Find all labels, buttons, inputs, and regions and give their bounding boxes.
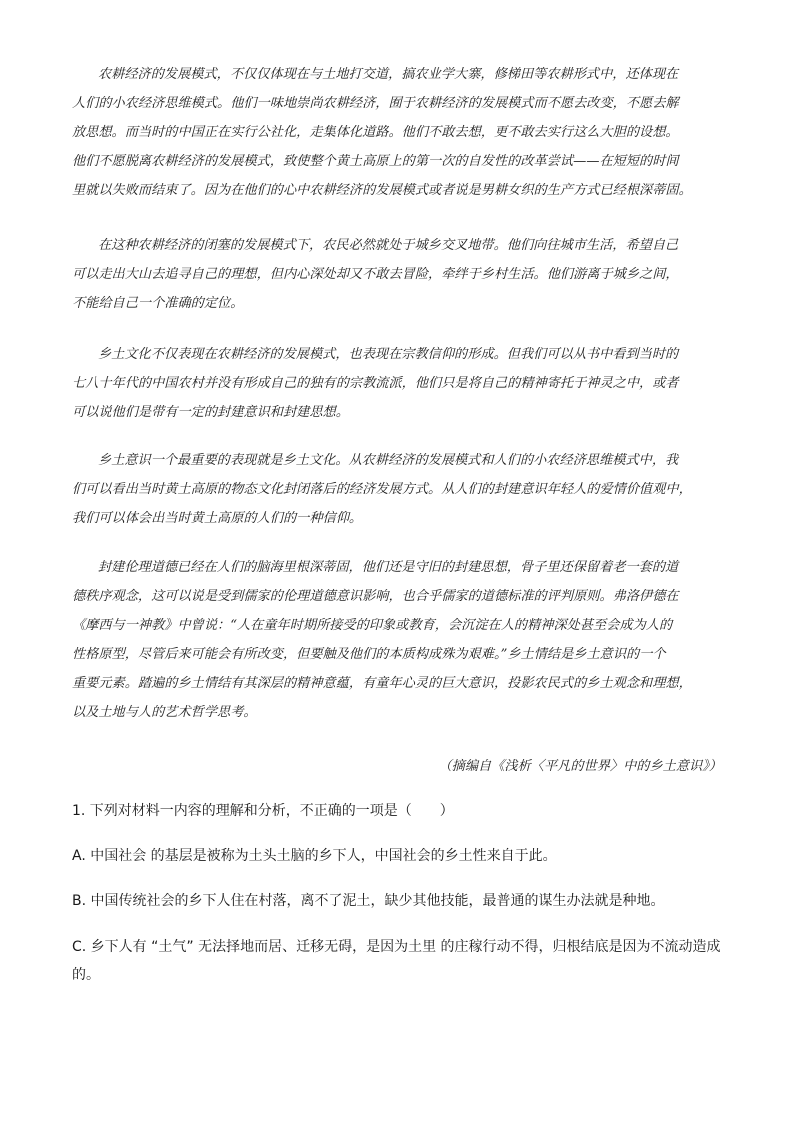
text-line: 可以走出大山去追寻自己的理想，但内心深处却又不敢去冒险，牵绊于乡村生活。他们游离于城乡之间，: [72, 267, 679, 282]
text-line: 可以说他们是带有一定的封建意识和封建思想。: [72, 405, 349, 420]
text-line: 在这种农耕经济的闭塞的发展模式下，农民必然就处于城乡交叉地带。他们向往城市生活，希望自己: [98, 238, 679, 253]
source-citation: （摘编自《浅析〈平凡的世界〉中的乡土意识》）: [438, 759, 722, 774]
text-line: 德秩序观念，这可以说是受到儒家的伦理道德意识影响，也合乎儒家的道德标准的评判原则。弗洛伊德在: [72, 589, 679, 604]
option-a[interactable]: [72, 842, 728, 870]
text-line: 封建伦理道德已经在人们的脑海里根深蒂固，他们还是守旧的封建思想，骨子里还保留着老一套的道: [98, 560, 679, 575]
text-line: 人们的小农经济思维模式。他们一味地崇尚农耕经济，囿于农耕经济的发展模式而不愿去改变，不愿去解: [72, 96, 679, 111]
option-text: 的。: [72, 967, 100, 983]
text-line: 性格原型，尽管后来可能会有所改变，但要触及他们的本质构成殊为艰难。”乡土情结是乡土意识的一个: [72, 647, 666, 662]
question-text: 1. 下列对材料一内容的理解和分析，不正确的一项是（ ）: [72, 803, 454, 819]
text-line: 乡土意识一个最重要的表现就是乡土文化。从农耕经济的发展模式和人们的小农经济思维模式中，我: [98, 453, 679, 468]
paragraph-4: [72, 446, 722, 533]
paragraph-1: [72, 60, 722, 205]
option-text: B. 中国传统社会的乡下人住在村落，离不了泥土，缺少其他技能，最普通的谋生办法就是种地。: [72, 893, 665, 909]
paragraph-3: [72, 340, 722, 427]
paragraph-2: [72, 231, 722, 318]
text-line: 不能给自己一个准确的定位。: [72, 296, 244, 311]
text-line: 里就以失败而结束了。因为在他们的心中农耕经济的发展模式或者说是男耕女织的生产方式已经根深蒂固。: [72, 183, 692, 198]
option-c[interactable]: [72, 933, 728, 989]
text-line: 农耕经济的发展模式，不仅仅体现在与土地打交道，搞农业学大寨，修梯田等农耕形式中，还体现在: [98, 67, 679, 82]
option-b[interactable]: [72, 887, 728, 915]
text-line: 七八十年代的中国农村并没有形成自己的独有的宗教流派，他们只是将自己的精神寄托于神灵之中，或者: [72, 376, 679, 391]
paragraph-5: [72, 553, 722, 727]
text-line: 重要元素。踏遍的乡土情结有其深层的精神意蕴，有童年心灵的巨大意识，投影农民式的乡土观念和理想，: [72, 676, 692, 691]
text-line: 我们可以体会出当时黄土高原的人们的一种信仰。: [72, 511, 363, 526]
text-line: 以及土地与人的艺术哲学思考。: [72, 705, 257, 720]
text-line: 乡土文化不仅表现在农耕经济的发展模式，也表现在宗教信仰的形成。但我们可以从书中看到当时的: [98, 347, 679, 362]
question-stem: [72, 797, 728, 825]
option-text: C. 乡下人有 “土气” 无法择地而居、迁移无碍，是因为土里 的庄稼行动不得，归根结底是因为不流动造成: [72, 939, 721, 955]
option-text: A. 中国社会 的基层是被称为土头土脑的乡下人，中国社会的乡土性来自于此。: [72, 848, 557, 864]
text-line: 他们不愿脱离农耕经济的发展模式，致使整个黄土高原上的第一次的自发性的改革尝试——在短短的时间: [72, 154, 679, 169]
text-line: 们可以看出当时黄土高原的物态文化封闭落后的经济发展方式。从人们的封建意识年轻人的爱情价值观中，: [72, 482, 692, 497]
text-line: 《摩西与一神教》中曾说：“人在童年时期所接受的印象或教育，会沉淀在人的精神深处甚至会成为人的: [72, 618, 673, 633]
text-line: 放思想。而当时的中国正在实行公社化，走集体化道路。他们不敢去想，更不敢去实行这么大胆的设想。: [72, 125, 679, 140]
